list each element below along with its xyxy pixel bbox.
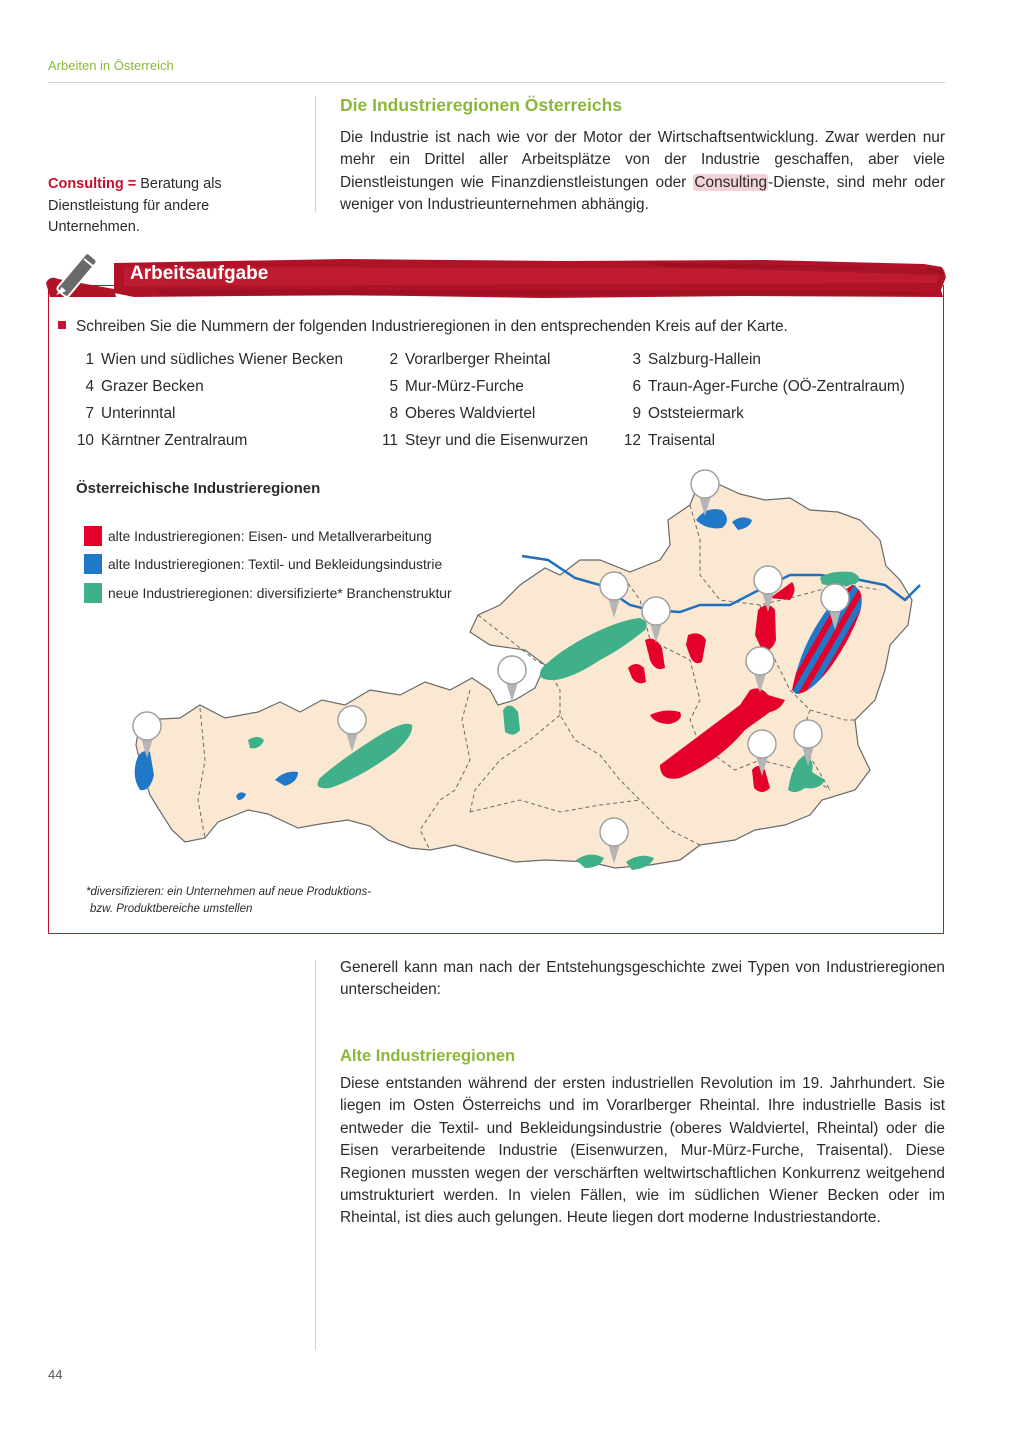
bullet-square-icon [58,321,66,329]
header-rule [48,82,945,83]
task-heading: Arbeitsaufgabe [130,263,269,284]
legend-item-blue: alte Industrieregionen: Textil- und Bekleidungsindustrie [84,554,442,574]
alte-paragraph: Diese entstanden während der ersten industriellen Revolution im 19. Jahrhundert. Sie liegen im Osten Österreichs und im Vorarlberger Rheintal. Ihre industrielle Basis ist entweder die Textil- und Bekleidungsindustrie (oberes Waldviertel, Rheintal) oder die Eisen verarbeitende Industrie (Eisenwurzen, Mur-Mürz-Furche, Traisental). Diese Regionen mussten wegen der verschärften weltwirtschaftlichen Konkurrenz weitgehend umstrukturiert werden. In vielen Fällen, wie im südlichen Wiener Becken oder im Rheintal, ist dies auch gelungen. Heute liegen dort moderne Industriestandorte. [340,1075,945,1227]
region-item: 3 Salzburg-Hallein [632,351,761,368]
region-item: 12 Traisental [623,432,716,449]
consulting-highlight: Consulting [694,173,768,191]
region-item: 11 Steyr und die Eisenwurzen [382,432,589,449]
task-instruction: Schreiben Sie die Nummern der folgenden Industrieregionen in den entsprechenden Kreis auf der Karte. [58,318,788,336]
legend-swatch [84,583,102,603]
map-title: Österreichische Industrieregionen [76,480,321,497]
column-rule-top [315,96,316,212]
legend-swatch [84,554,102,574]
column-rule-bottom [315,960,316,1350]
legend-item-green: neue Industrieregionen: diversifizierte* Branchenstruktur [84,583,452,603]
region-item: 9 Oststeiermark [632,405,744,422]
map-pin-icon[interactable] [498,655,526,702]
types-paragraph: Generell kann man nach der Entstehungsgeschichte zwei Typen von Industrieregionen unterscheiden: [340,959,945,999]
running-head: Arbeiten in Österreich [48,58,174,73]
region-item: 5 Mur-Mürz-Furche [389,378,524,395]
region-item: 1 Wien und südliches Wiener Becken [85,351,344,368]
region-item: 2 Vorarlberger Rheintal [389,351,551,368]
page-number: 44 [48,1367,63,1382]
region-item: 7 Unterinntal [85,405,176,422]
region-item: 10 Kärntner Zentralraum [76,432,248,449]
region-item: 6 Traun-Ager-Furche (OÖ-Zentralraum) [632,378,905,395]
intro-title: Die Industrieregionen Österreichs [340,95,623,115]
legend-item-red: alte Industrieregionen: Eisen- und Metallverarbeitung [84,526,432,546]
legend-swatch [84,526,102,546]
region-item: 4 Grazer Becken [85,378,204,395]
glossary-consulting: Consulting = Beratung als Dienstleistung für andere Unternehmen. [48,176,222,235]
region-item: 8 Oberes Waldviertel [389,405,536,422]
intro-paragraph: Die Industrie ist nach wie vor der Motor der Wirtschaftsentwicklung. Zwar werden nur mehr ein Drittel aller Arbeitsplätze von der Industrie geschaffen, aber viele Dienstleistungen wie Finanzdienstleistungen oder Consulting-Dienste, sind mehr oder weniger von Industrieunternehmen abhängig. [340,129,946,214]
section-title-alte: Alte Industrieregionen [340,1047,516,1065]
map-footnote: *diversifizieren: ein Unternehmen auf neue Produktions- bzw. Produktbereiche umstellen [86,886,372,915]
